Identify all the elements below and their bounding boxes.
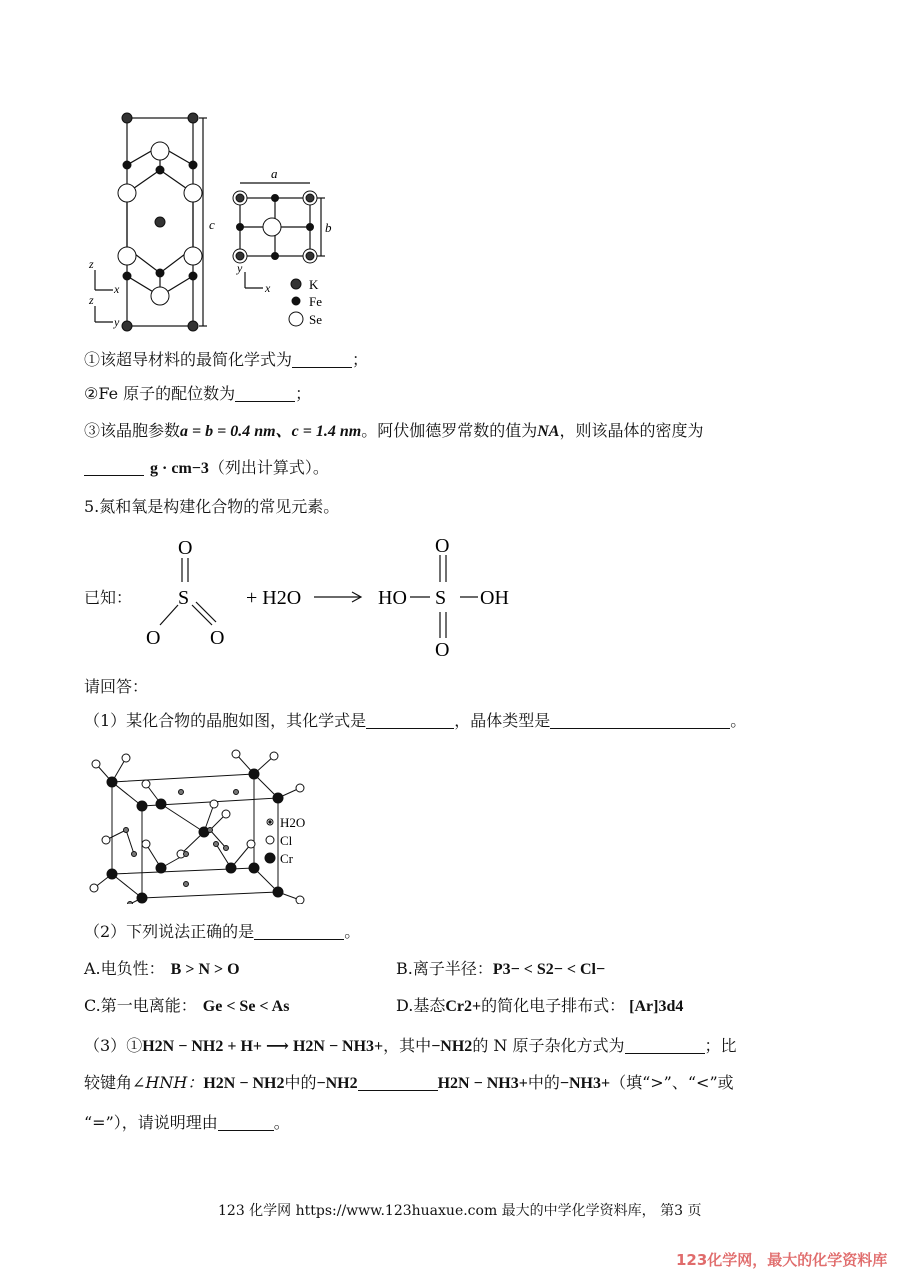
so3-br-o: O — [210, 627, 225, 649]
crystal-cell-figure — [85, 108, 345, 336]
top-o: O — [435, 535, 450, 557]
known-label: 已知： — [84, 588, 133, 607]
q5-part3-line1: （3）①H2N − NH2 + H+ ⟶ H2N − NH3+，其中−NH2的 N 原子杂化方式为 ；比 — [84, 1036, 737, 1055]
plus-water: + H2O — [246, 587, 302, 609]
option-a[interactable]: A.电负性： B > N > O — [84, 959, 240, 978]
avogadro: NA — [537, 423, 560, 440]
option-d[interactable]: D.基态Cr2+的简化电子排布式： [Ar]3d4 — [396, 996, 684, 1015]
q5-title: 5.氮和氧是构建化合物的常见元素。 — [84, 497, 340, 516]
legend-cl: Cl — [280, 833, 293, 848]
hydrazine-equation: H2N − NH2 + H+ ⟶ H2N − NH3+ — [142, 1038, 384, 1055]
answer-blank[interactable] — [366, 712, 454, 729]
label-b: b — [325, 220, 332, 235]
density-unit: g · cm−3 — [150, 460, 209, 477]
q4-item3: ③该晶胞参数a = b = 0.4 nm、c = 1.4 nm。阿伏伽德罗常数的值为NA，则该晶体的密度为 — [84, 421, 704, 440]
axis-z1: z — [89, 257, 94, 271]
option-b[interactable]: B.离子半径：P3− < S2− < Cl− — [396, 959, 606, 978]
axis-y3: y — [237, 261, 243, 275]
label-a: a — [271, 166, 278, 181]
page-footer: 123 化学网 https://www.123huaxue.com 最大的中学化学资料库， 第3 页 — [218, 1203, 702, 1219]
q5-part3-line3: “=”），请说明理由 。 — [84, 1113, 290, 1132]
so3-bl-o: O — [146, 627, 161, 649]
label-c: c — [209, 217, 215, 232]
option-c[interactable]: C.第一电离能： Ge < Se < As — [84, 996, 290, 1015]
so3-s: S — [178, 587, 190, 609]
answer-blank[interactable] — [218, 1114, 274, 1131]
axis-z2: z — [89, 293, 94, 307]
legend-k: K — [309, 277, 319, 292]
q4-item1: ①该超导材料的最简化学式为 ； — [84, 350, 369, 369]
please-answer: 请回答： — [84, 677, 149, 696]
ho: HO — [378, 587, 407, 609]
legend-cr: Cr — [280, 851, 293, 866]
axis-y2: y — [114, 315, 120, 329]
chromium-complex-legend — [262, 812, 322, 868]
watermark: 123化学网，最大的化学资料库 — [676, 1251, 888, 1269]
so3-top-o: O — [178, 537, 193, 559]
answer-blank[interactable] — [358, 1074, 438, 1091]
cell-params: a = b = 0.4 nm、c = 1.4 nm — [180, 423, 362, 440]
axis-x1: x — [114, 282, 120, 296]
q5-part3-line2: 较键角∠HNH：H2N − NH2中的−NH2 H2N − NH3+中的−NH3+（填“>”、“<”或 — [84, 1073, 734, 1092]
answer-blank[interactable] — [235, 385, 295, 402]
answer-blank[interactable] — [254, 923, 344, 940]
q4-item2: ②Fe 原子的配位数为 ； — [84, 384, 312, 403]
answer-blank[interactable] — [292, 351, 352, 368]
s-center: S — [435, 587, 447, 609]
answer-blank[interactable] — [550, 712, 730, 729]
q4-item3-line2: g · cm−3（列出计算式）。 — [84, 458, 329, 479]
q5-part2: （2）下列说法正确的是 。 — [84, 922, 361, 941]
axis-x3: x — [265, 281, 271, 295]
answer-blank[interactable] — [625, 1037, 705, 1054]
reaction-diagram — [140, 530, 540, 660]
legend-h2o: H2O — [280, 815, 306, 830]
legend-se: Se — [309, 312, 322, 327]
legend-fe: Fe — [309, 294, 322, 309]
q5-part1: （1）某化合物的晶胞如图，其化学式是 ，晶体类型是 。 — [84, 711, 747, 730]
oh: OH — [480, 587, 509, 609]
bottom-o: O — [435, 639, 450, 660]
answer-blank[interactable] — [84, 459, 144, 476]
